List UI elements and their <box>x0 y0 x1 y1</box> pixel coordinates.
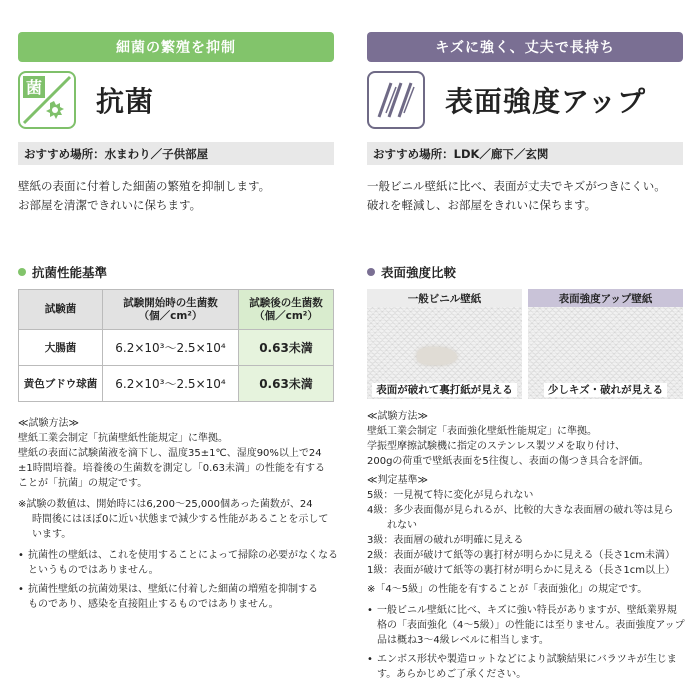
note-bullet: • 抗菌性壁紙の抗菌効果は、壁紙に付着した細菌の増殖を抑制する ものであり、感染を直接阻止するものではありません。 <box>18 582 334 612</box>
desc-line: 壁紙の表面に付着した細菌の繁殖を抑制します。 <box>18 179 271 193</box>
strength-section-head <box>367 263 683 281</box>
table-row: 大腸菌 6.2×10³～2.5×10⁴ 0.63未満 <box>19 330 334 366</box>
bullet-dot-icon <box>367 268 375 276</box>
table-row: 黄色ブドウ球菌 6.2×10³～2.5×10⁴ 0.63未満 <box>19 366 334 402</box>
antibacterial-table <box>18 289 334 402</box>
compare-card-strong: 表面強度アップ壁紙 少しキズ・破れが見える <box>528 289 683 399</box>
section-title: 表面強度比較 <box>381 265 457 280</box>
antibacterial-recommend: おすすめ場所：水まわり／子供部屋 <box>18 142 334 165</box>
note-bullet: • エンボス形状や製造ロットなどにより試験結果にバラツキが生じま す。あらかじめご了承ください。 <box>367 652 683 682</box>
strength-desc <box>367 177 683 215</box>
section-title: 抗菌性能基準 <box>32 265 108 280</box>
strength-title-row <box>367 70 683 130</box>
table-header: 試験開始時の生菌数 （個／cm²） <box>103 290 239 330</box>
note-bullet: • 一般ビニル壁紙に比べ、キズに強い特長がありますが、壁紙業界規 格の「表面強化（4～5級）」の性能には至りません。表面強度アップ 品は概ね3～4級レベルに相当します。 <box>367 603 683 648</box>
desc-line: 破れを軽減し、お部屋をきれいに保ちます。 <box>367 198 597 212</box>
desc-line: 一般ビニル壁紙に比べ、表面が丈夫でキズがつきにくい。 <box>367 179 666 193</box>
strength-method: ≪試験方法≫ 壁紙工業会制定「表面強化壁紙性能規定」に準拠。 学振型摩擦試験機に指定のステンレス製ツメを取り付け、 200gの荷重で壁紙表面を5往復し、表面の傷つき具合を評価。 ≪判定基準≫ 5級：一見視て特に変化が見られない 4級：多少表面傷が見られるが、比較的大きな表面層の破れ等は見ら れない 3級：表面層の破れが明確に見える 2級：表面が破けて紙等の裏打材が明らかに見える（長さ1cm未満） 1級：表面が破けて紙等の裏打材が明らかに見える（長さ1cm以上） ※「4～5級」の性能を有することが「表面強化」の規定です。 • 一般ビニル壁紙に比べ、キズに強い特長がありますが、壁紙業界規 格の「表面強化（4～5級）」の性能には至りません。表面強度アップ 品は概ね3～4級レベルに相当します。 • エンボス形状や製造ロットなどにより試験結果にバラツキが生じま す。あらかじめご了承ください。 <box>367 409 683 682</box>
strength-banner: キズに強く、丈夫で長持ち <box>367 32 683 62</box>
strength-recommend: おすすめ場所：LDK／廊下／玄関 <box>367 142 683 165</box>
note-bullet: • 抗菌性の壁紙は、これを使用することによって掃除の必要がなくなる というものではありません。 <box>18 548 334 578</box>
compare-card-standard: 一般ビニル壁紙 表面が破れて裏打紙が見える <box>367 289 522 399</box>
table-header: 試験後の生菌数 （個／cm²） <box>239 290 334 330</box>
icon-char: 菌 <box>25 78 43 97</box>
antibacterial-section-head <box>18 263 334 281</box>
tear-mark <box>417 347 457 365</box>
strength-compare <box>367 289 683 399</box>
antibacterial-banner: 細菌の繁殖を抑制 <box>18 32 334 62</box>
bullet-dot-icon <box>18 268 26 276</box>
table-header: 試験菌 <box>19 290 103 330</box>
scratch-icon <box>367 71 425 129</box>
strength-title: 表面強度アップ <box>445 85 647 118</box>
antibacterial-title-row <box>18 70 334 130</box>
antibacterial-title: 抗菌 <box>96 85 155 118</box>
desc-line: お部屋を清潔できれいに保ちます。 <box>18 198 202 212</box>
antibacterial-desc <box>18 177 334 215</box>
antibacterial-method: ≪試験方法≫ 壁紙工業会制定「抗菌壁紙性能規定」に準拠。 壁紙の表面に試験菌液を滴下し、温度35±1℃、湿度90%以上で24 ±1時間培養。培養後の生菌数を測定し「0.63未満」の性能を有する ことが「抗菌」の規定です。 ※試験の数値は、開始時には6,200～25,000個あった菌数が、24 時間後にはほぼ0に近い状態まで減少する性能があることを示して います。 • 抗菌性の壁紙は、これを使用することによって掃除の必要がなくなる というものではありません。 • 抗菌性壁紙の抗菌効果は、壁紙に付着した細菌の増殖を抑制する ものであり、感染を直接阻止するものではありません。 <box>18 416 334 612</box>
antibacterial-icon <box>18 71 76 129</box>
strength-column <box>367 0 683 682</box>
antibacterial-column <box>18 0 338 612</box>
